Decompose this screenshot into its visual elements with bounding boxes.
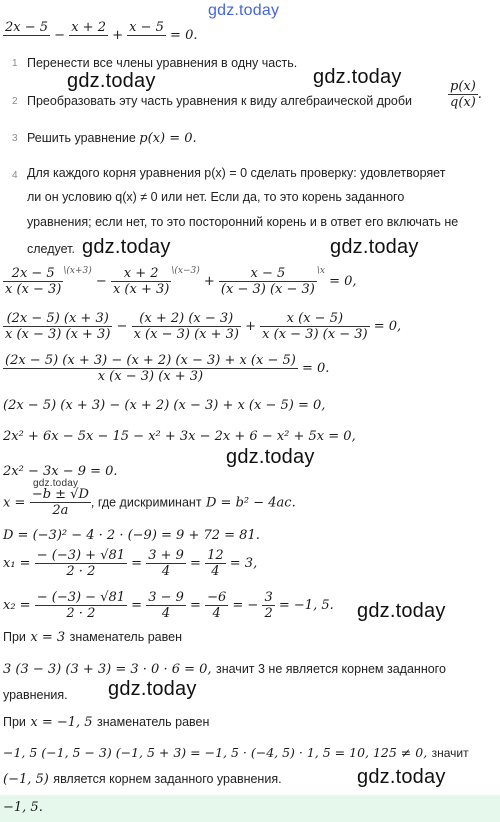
answer-box: [0, 795, 500, 822]
check-1-text: уравнения.: [3, 688, 68, 702]
equation-1: $\frac{2x - 5}{x (x - 3)}$ $^{\backslash(x+3)}$ − $\frac{x + 2}{x (x + 3)}$ $^{\backslash(x-3)}$ + $\frac{x - 5}{(x - 3) (x - 3)}$ $^{\backslash x}$ = 0,: [5, 266, 357, 297]
watermark-top: gdz.today: [208, 2, 280, 19]
equation-2: $\frac{(2x - 5) (x + 3)}{x (x - 3) (x + 3)}$ − $\frac{(x + 2) (x - 3)}{x (x - 3) (x + 3)}$ + $\frac{x (x - 5)}{x (x - 3) (x - 3)}$ = 0,: [5, 311, 402, 342]
step-number: 1: [12, 58, 18, 69]
watermark: gdz.today: [82, 236, 171, 258]
equation-6: 2x² − 3x − 9 = 0.: [3, 464, 118, 479]
step-text: Перенести все члены уравнения в одну часть.: [27, 56, 298, 70]
check-2-intro: При x = −1, 5 знаменатель равен: [3, 715, 210, 730]
watermark-small: gdz.today: [33, 478, 79, 489]
equation-5: 2x² + 6x − 5x − 15 − x² + 3x − 2x + 6 − x² + 5x = 0,: [3, 429, 356, 444]
check-1-equation: 3 (3 − 3) (3 + 3) = 3 · 0 · 6 = 0, значит 3 не является корнем заданного: [3, 662, 446, 677]
check-2-text: (−1, 5) является корнем заданного уравнения.: [3, 772, 282, 787]
root-x1: x₁ = $\frac{- (-3) + √81}{2 \cdot 2}$ = $\frac{3 + 9}{4}$ = $\frac{12}{4}$ = 3,: [3, 548, 258, 579]
equation-discriminant: D = (−3)² − 4 · 2 · (−9) = 9 + 72 = 81.: [3, 528, 260, 543]
watermark: gdz.today: [357, 766, 446, 788]
step-number: 2: [12, 96, 18, 107]
root-x2: x₂ = $\frac{- (-3) - √81}{2 \cdot 2}$ = $\frac{3 - 9}{4}$ = $\frac{-6}{4}$ = − $\frac{3}{2}$ = −1, 5.: [3, 590, 334, 621]
step-text: Преобразовать эту часть уравнения к виду алгебраической дроби: [27, 94, 412, 108]
watermark: gdz.today: [226, 446, 315, 468]
check-2-equation: −1, 5 (−1, 5 − 3) (−1, 5 + 3) = −1, 5 · (−4, 5) · 1, 5 = 10, 125 ≠ 0, значит: [3, 745, 469, 760]
step-number: 3: [12, 133, 18, 144]
equation-3: $\frac{(2x - 5) (x + 3) - (x + 2) (x - 3) + x (x - 5)}{x (x - 3) (x + 3)}$ = 0.: [5, 353, 330, 384]
step-text: Для каждого корня уравнения p(x) = 0 сделать проверку: удовлетворяет: [27, 166, 446, 180]
check-1-intro: При x = 3 знаменатель равен: [3, 630, 182, 645]
equation-7: x = $\frac{-b \pm √D}{2a}$ , где дискриминант D = b² − 4ac.: [3, 487, 296, 518]
watermark: gdz.today: [330, 236, 419, 258]
watermark: gdz.today: [108, 678, 197, 700]
answer-value: −1, 5.: [3, 800, 43, 815]
watermark: gdz.today: [67, 70, 156, 92]
watermark: gdz.today: [313, 66, 402, 88]
step-text: ли он условию q(x) ≠ 0 или нет. Если да, то это корень заданного: [27, 190, 405, 204]
step-text: Решить уравнение p(x) = 0.: [27, 131, 197, 146]
header-equation: 2x − 5 − x + 2 + x − 5 = 0.: [3, 20, 197, 51]
step-text: уравнения; если нет, то это посторонний корень и в ответ его включать не: [27, 215, 459, 229]
watermark: gdz.today: [357, 600, 446, 622]
step-fraction: $\frac{p(x)}{q(x)}$ .: [450, 79, 482, 110]
equation-4: (2x − 5) (x + 3) − (x + 2) (x − 3) + x (x − 5) = 0,: [3, 398, 326, 413]
step-text: следует.: [27, 242, 75, 256]
step-number: 4: [12, 170, 18, 181]
